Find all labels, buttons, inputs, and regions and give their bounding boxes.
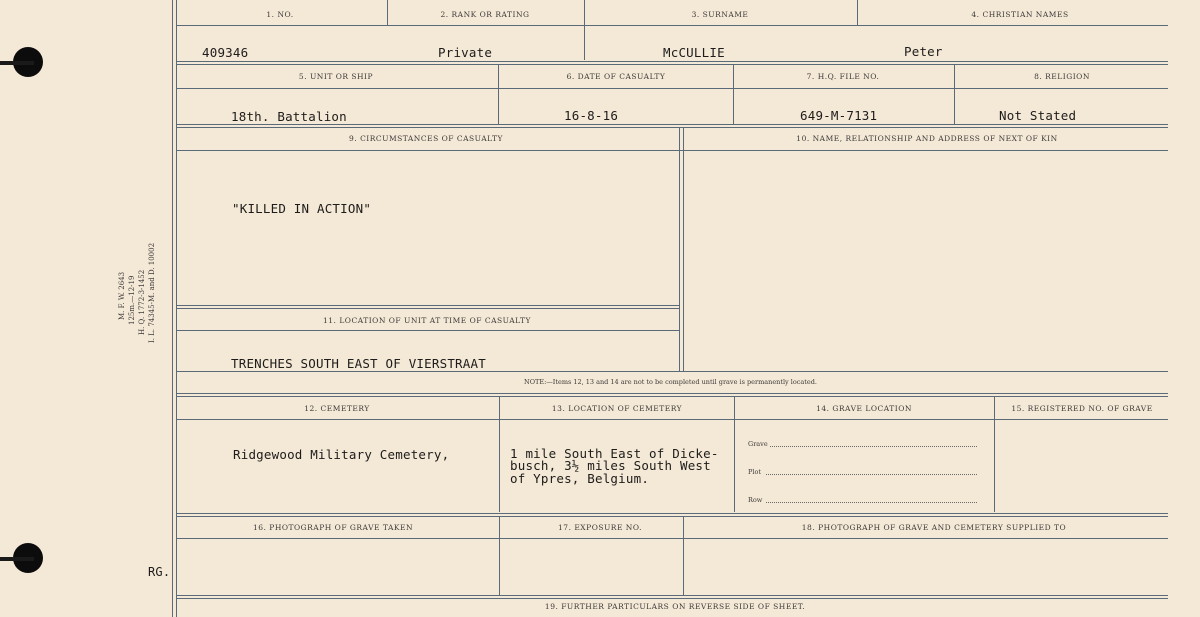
value-location-of-cemetery-line: 1 mile South East of Dicke-	[510, 446, 719, 461]
value-cemetery: Ridgewood Military Cemetery,	[233, 447, 450, 462]
binder-tab-bottom	[0, 557, 34, 561]
divider	[499, 517, 500, 595]
divider	[176, 513, 1168, 517]
divider	[176, 595, 1168, 599]
label-surname: 3. SURNAME	[691, 10, 749, 19]
label-christian-names: 4. CHRISTIAN NAMES	[971, 10, 1069, 19]
divider	[176, 371, 1168, 372]
divider	[176, 88, 1168, 89]
margin-print-code: 125m.—12-19	[128, 275, 136, 325]
label-circumstances: 9. CIRCUMSTANCES OF CASUALTY	[349, 134, 503, 143]
divider	[733, 64, 734, 124]
divider	[994, 397, 995, 512]
frame-left-line	[172, 0, 173, 617]
divider	[857, 0, 858, 25]
label-grave: Grave	[748, 440, 768, 448]
label-further-particulars: 19. FURTHER PARTICULARS ON REVERSE SIDE OF SHEET.	[544, 602, 806, 611]
binder-tab-top	[0, 61, 34, 65]
value-location-of-cemetery-line: busch, 3½ miles South West	[510, 458, 711, 473]
value-unit: 18th. Battalion	[231, 109, 347, 124]
label-row: Row	[748, 496, 763, 504]
label-location-of-cemetery: 13. LOCATION OF CEMETERY	[551, 404, 683, 413]
note-items: NOTE:—Items 12, 13 and 14 are not to be completed until grave is permanently located.	[524, 378, 817, 386]
label-grave-location: 14. GRAVE LOCATION	[816, 404, 912, 413]
margin-print-code: M. F. W. 2643	[118, 271, 126, 320]
label-plot: Plot	[748, 468, 761, 476]
divider	[176, 538, 1168, 539]
value-location-of-cemetery-line: of Ypres, Belgium.	[510, 471, 650, 486]
label-rank: 2. RANK OR RATING	[440, 10, 530, 19]
value-hq-file-no: 649-M-7131	[800, 108, 878, 123]
plot-dotted-line	[766, 474, 977, 475]
divider	[176, 25, 1168, 26]
divider	[683, 517, 684, 595]
label-registered-no: 15. REGISTERED NO. OF GRAVE	[1011, 404, 1153, 413]
divider	[176, 61, 1168, 65]
divider	[176, 150, 1168, 151]
divider	[387, 0, 388, 25]
label-exposure-no: 17. EXPOSURE NO.	[558, 523, 642, 532]
label-date-of-casualty: 6. DATE OF CASUALTY	[566, 72, 666, 81]
margin-print-code: I. L. 74345-M. and D. 10002	[148, 242, 156, 343]
divider	[734, 397, 735, 512]
label-photograph-taken: 16. PHOTOGRAPH OF GRAVE TAKEN	[252, 523, 414, 532]
divider	[176, 124, 1168, 128]
value-christian-names: Peter	[904, 44, 943, 59]
row-dotted-line	[766, 502, 977, 503]
divider	[499, 397, 500, 512]
label-religion: 8. RELIGION	[1034, 72, 1090, 81]
label-location-of-unit: 11. LOCATION OF UNIT AT TIME OF CASUALTY	[323, 316, 531, 325]
label-unit: 5. UNIT OR SHIP	[298, 72, 374, 81]
value-circumstances: "KILLED IN ACTION"	[232, 201, 372, 216]
value-religion: Not Stated	[999, 108, 1077, 123]
label-next-of-kin: 10. NAME, RELATIONSHIP AND ADDRESS OF NEXT OF KIN	[796, 134, 1058, 143]
value-no: 409346	[202, 45, 249, 60]
divider	[498, 64, 499, 124]
divider	[176, 419, 1168, 420]
value-date-of-casualty: 16-8-16	[564, 108, 619, 123]
clerk-initials: RG.	[148, 565, 171, 579]
value-rank: Private	[438, 45, 493, 60]
divider	[176, 305, 680, 309]
label-cemetery: 12. CEMETERY	[304, 404, 370, 413]
margin-print-code: H. Q. 1772-3-1452	[138, 269, 146, 335]
divider	[584, 0, 585, 60]
grave-dotted-line	[770, 446, 977, 447]
divider	[176, 330, 680, 331]
label-hq-file-no: 7. H.Q. FILE NO.	[806, 72, 880, 81]
value-location-of-unit: TRENCHES SOUTH EAST OF VIERSTRAAT	[231, 356, 486, 371]
label-no: 1. NO.	[266, 10, 294, 19]
label-photograph-supplied: 18. PHOTOGRAPH OF GRAVE AND CEMETERY SUPPLIED TO	[801, 523, 1067, 532]
divider	[176, 393, 1168, 397]
value-surname: McCULLIE	[663, 45, 725, 60]
divider	[954, 64, 955, 124]
divider	[679, 128, 680, 371]
divider	[683, 128, 684, 371]
